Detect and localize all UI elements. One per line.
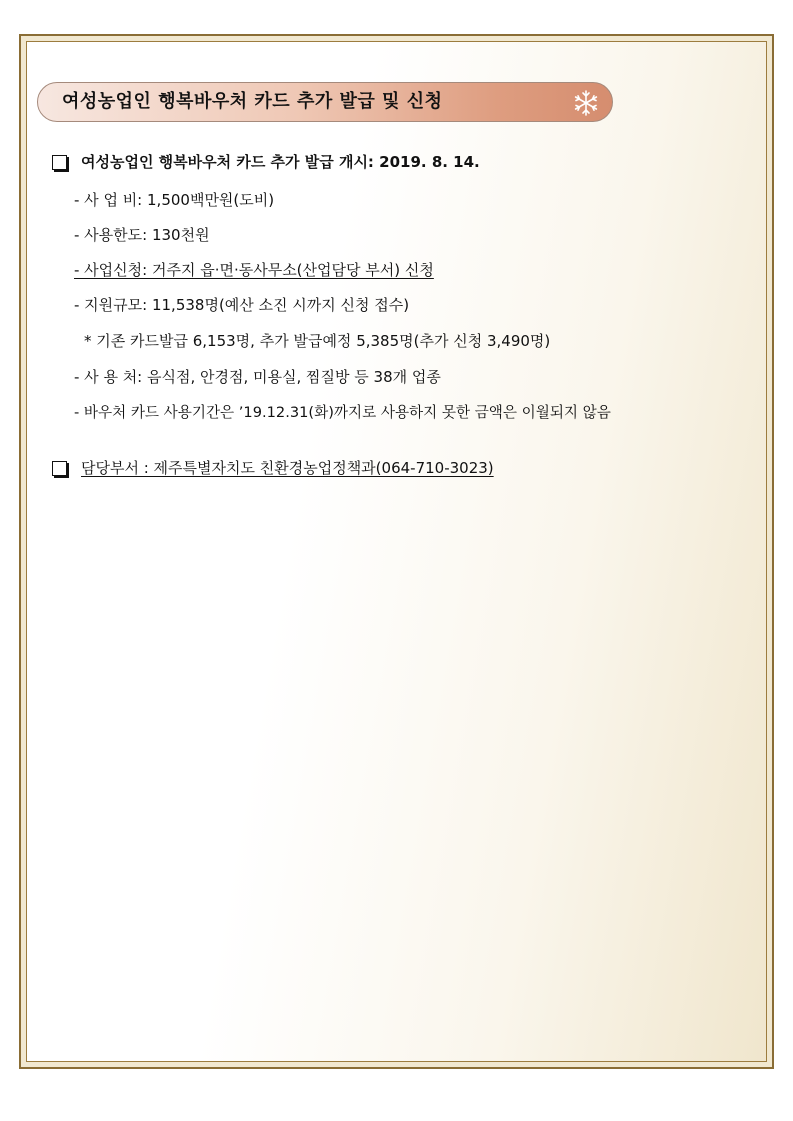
list-item-application: - 사업신청: 거주지 읍·면·동사무소(산업담당 부서) 신청: [74, 261, 434, 279]
department-contact-text: 담당부서 : 제주특별자치도 친환경농업정책과(064-710-3023): [81, 459, 494, 477]
list-item-usage-places: - 사 용 처: 음식점, 안경점, 미용실, 찜질방 등 38개 업종: [74, 368, 441, 386]
snowflake-icon: [572, 89, 600, 117]
banner-title: 여성농업인 행복바우처 카드 추가 발급 및 신청: [62, 91, 443, 112]
title-banner: [37, 82, 613, 122]
list-item-support-scale: - 지원규모: 11,538명(예산 소진 시까지 신청 접수): [74, 296, 410, 314]
section-heading-text: 여성농업인 행복바우처 카드 추가 발급 개시: 2019. 8. 14.: [81, 153, 480, 171]
list-item-budget: - 사 업 비: 1,500백만원(도비): [74, 191, 275, 209]
list-item-note-issued: * 기존 카드발급 6,153명, 추가 발급예정 5,385명(추가 신청 3,490명): [84, 332, 551, 350]
checkbox-bullet-icon: [52, 461, 67, 476]
checkbox-bullet-icon: [52, 155, 67, 170]
list-item-usage-limit: - 사용한도: 130천원: [74, 226, 210, 244]
section-heading-department: [52, 457, 494, 479]
list-item-usage-period: - 바우처 카드 사용기간은 ’19.12.31(화)까지로 사용하지 못한 금액은 이월되지 않음: [74, 404, 611, 421]
section-heading-card-issuance: [52, 151, 480, 173]
